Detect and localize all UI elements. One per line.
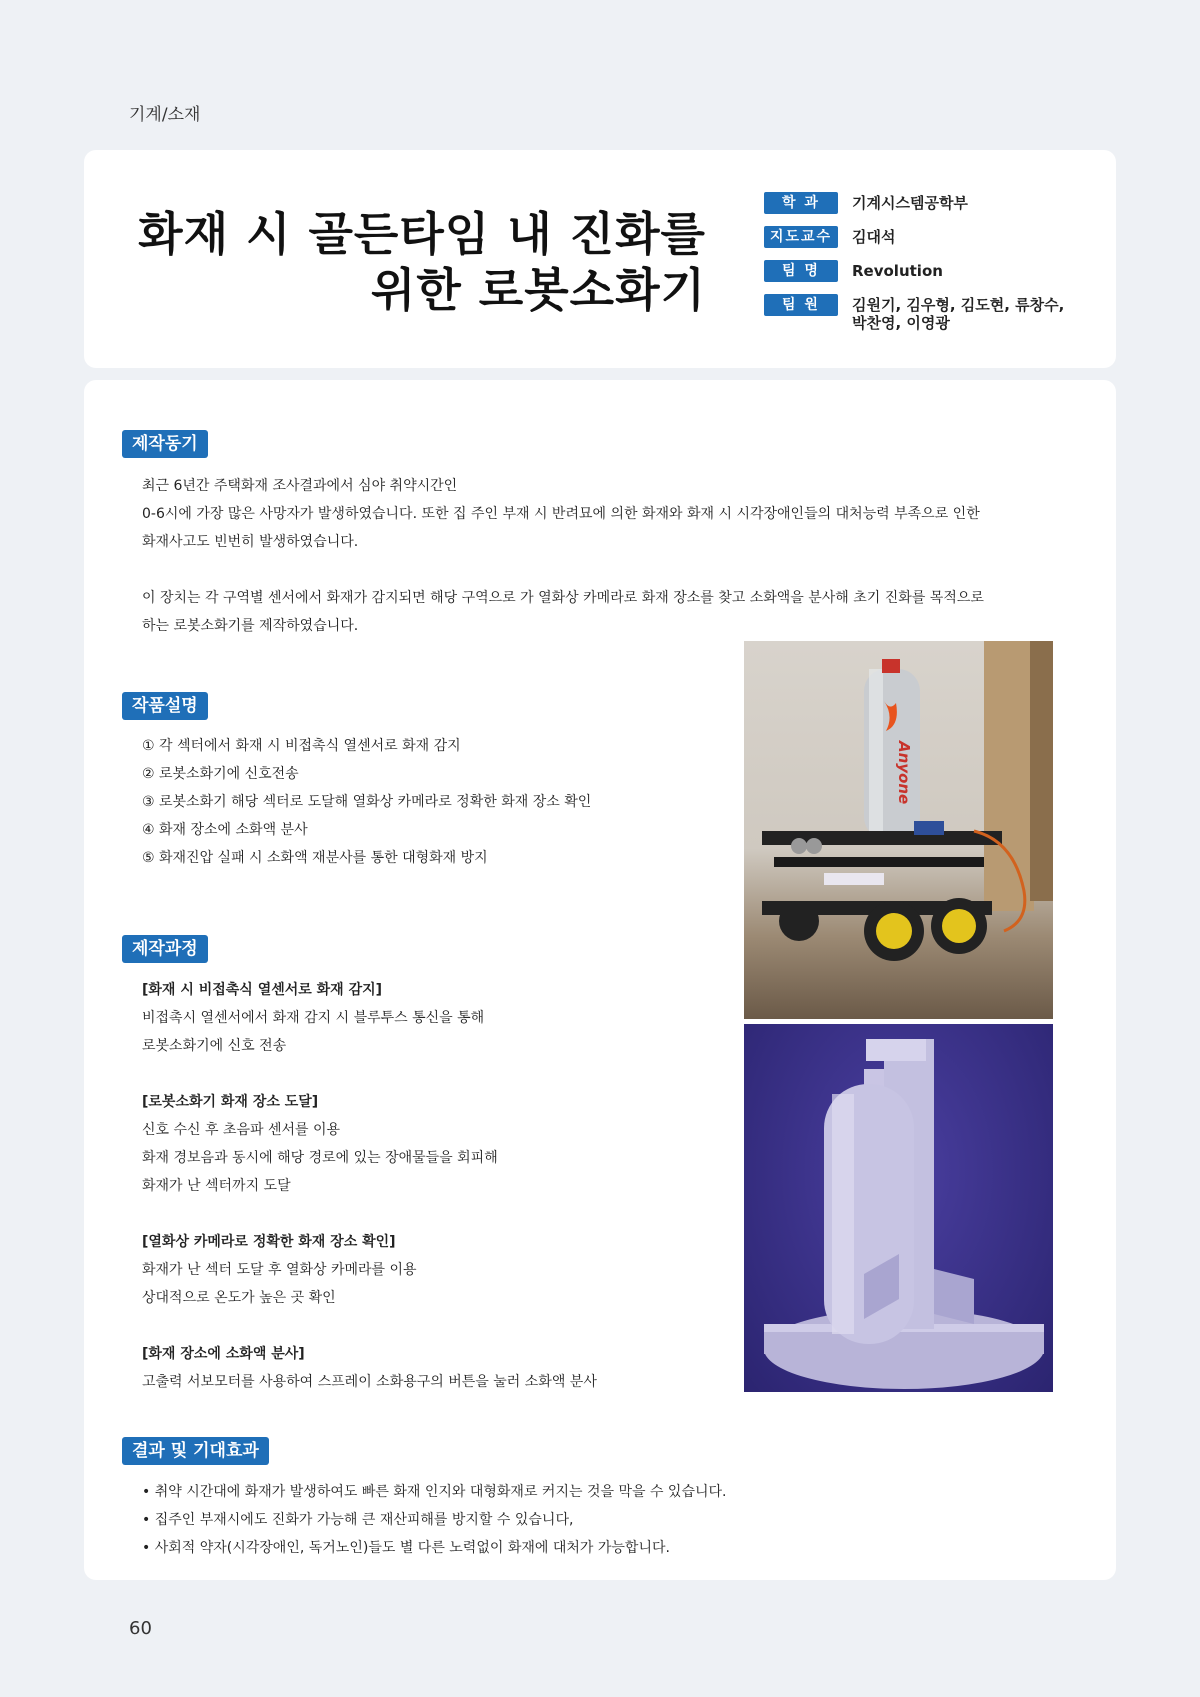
text-line: 신호 수신 후 초음파 센서를 이용 — [142, 1122, 341, 1138]
title-line-1: 화재 시 골든타임 내 진화를 — [138, 207, 706, 261]
section-heading-description: 작품설명 — [122, 692, 208, 720]
text-line: 0-6시에 가장 많은 사망자가 발생하였습니다. 또한 집 주인 부재 시 반려묘에 의한 화재와 화재 시 시각장애인들의 대처능력 부족으로 인한 — [142, 506, 980, 522]
process-text — [142, 976, 722, 1396]
description-text — [142, 732, 722, 872]
list-item: ② 로봇소화기에 신호전송 — [142, 766, 299, 782]
wood-board-edge — [1030, 641, 1053, 901]
controller-board — [824, 873, 884, 885]
info-row-members — [764, 294, 1104, 332]
section-heading-results: 결과 및 기대효과 — [122, 1437, 269, 1465]
page-number: 60 — [129, 1618, 152, 1639]
text-line: 하는 로봇소화기를 제작하였습니다. — [142, 618, 359, 634]
text-line: 상대적으로 온도가 높은 곳 확인 — [142, 1290, 336, 1306]
text-line: 화재 경보음과 동시에 해당 경로에 있는 장애물들을 회피해 — [142, 1150, 498, 1166]
servo-motor — [914, 821, 944, 835]
wood-board — [984, 641, 1034, 911]
spacer — [142, 1060, 722, 1088]
section-heading-motivation: 제작동기 — [122, 430, 208, 458]
text-line: 고출력 서보모터를 사용하여 스프레이 소화용구의 버튼을 눌러 소화액 분사 — [142, 1374, 597, 1390]
text-line: 화재가 난 섹터 도달 후 열화상 카메라를 이용 — [142, 1262, 417, 1278]
list-item: ④ 화재 장소에 소화액 분사 — [142, 822, 308, 838]
process-step-title: [화재 장소에 소화액 분사] — [142, 1346, 305, 1362]
robot-photo — [744, 641, 1053, 1019]
spacer — [142, 1312, 722, 1340]
results-text — [142, 1478, 1072, 1562]
text-line: 비접촉시 열센서에서 화재 감지 시 블루투스 통신을 통해 — [142, 1010, 485, 1026]
text-line: 화재사고도 빈번히 발생하였습니다. — [142, 534, 359, 550]
page-title — [66, 206, 706, 318]
info-value-line: 김대석 — [852, 228, 896, 246]
wheel — [779, 901, 819, 941]
info-value-line: Revolution — [852, 262, 943, 280]
bullet-item: • 집주인 부재시에도 진화가 가능해 큰 재산피해를 방지할 수 있습니다, — [142, 1512, 574, 1528]
text-line: 로봇소화기에 신호 전송 — [142, 1038, 287, 1054]
title-line-2: 위한 로봇소화기 — [370, 263, 706, 317]
text-line: 이 장치는 각 구역별 센서에서 화재가 감지되면 해당 구역으로 가 열화상 카메라로 화재 장소를 찾고 소화액을 분사해 초기 진화를 목적으로 — [142, 590, 984, 606]
content-card — [84, 380, 1116, 1580]
motivation-text — [142, 472, 1072, 640]
wheel-hub — [942, 909, 976, 943]
ultrasonic-sensor — [806, 838, 822, 854]
process-step-title: [화재 시 비접촉식 열센서로 화재 감지] — [142, 982, 383, 998]
ultrasonic-sensor — [791, 838, 807, 854]
info-value-line: 박찬영, 이영광 — [852, 314, 950, 332]
bullet-item: • 사회적 약자(시각장애인, 독거노인)들도 별 다른 노력없이 화재에 대처가 가능합니다. — [142, 1540, 670, 1556]
info-value — [852, 226, 895, 246]
project-info — [764, 192, 1104, 344]
cad-illustration — [744, 1024, 1053, 1392]
can-brand-text: Anyone — [895, 741, 913, 805]
info-row-department — [764, 192, 1104, 214]
list-item: ① 각 섹터에서 화재 시 비접촉식 열센서로 화재 감지 — [142, 738, 461, 754]
process-step-title: [로봇소화기 화재 장소 도달] — [142, 1094, 319, 1110]
middle-plate — [774, 857, 984, 867]
info-value-line: 기계시스템공학부 — [852, 194, 968, 212]
text-line — [142, 556, 1072, 584]
spacer — [142, 1200, 722, 1228]
list-item: ③ 로봇소화기 해당 섹터로 도달해 열화상 카메라로 정확한 화재 장소 확인 — [142, 794, 592, 810]
info-label: 팀 원 — [764, 294, 838, 316]
section-heading-process: 제작과정 — [122, 935, 208, 963]
cad-render — [744, 1024, 1053, 1392]
robot-photo-illustration — [744, 641, 1053, 1019]
category-label: 기계/소재 — [129, 105, 201, 125]
info-value-line: 김원기, 김우형, 김도현, 류창수, — [852, 296, 1065, 314]
wheel-hub — [876, 913, 912, 949]
info-label: 학 과 — [764, 192, 838, 214]
can-nozzle — [882, 659, 900, 673]
info-row-advisor — [764, 226, 1104, 248]
cylinder-highlight — [832, 1094, 854, 1334]
info-label: 지도교수 — [764, 226, 838, 248]
info-row-team-name — [764, 260, 1104, 282]
can-highlight — [869, 669, 883, 839]
info-value — [852, 260, 943, 280]
header-card — [84, 150, 1116, 368]
bullet-item: • 취약 시간대에 화재가 발생하여도 빠른 화재 인지와 대형화재로 커지는 것을 막을 수 있습니다. — [142, 1484, 727, 1500]
process-step-title: [열화상 카메라로 정확한 화재 장소 확인] — [142, 1234, 396, 1250]
info-value — [852, 294, 1064, 332]
list-item: ⑤ 화재진압 실패 시 소화액 재분사를 통한 대형화재 방지 — [142, 850, 488, 866]
text-line: 화재가 난 섹터까지 도달 — [142, 1178, 291, 1194]
text-line: 최근 6년간 주택화재 조사결과에서 심야 취약시간인 — [142, 478, 458, 494]
support-arm — [866, 1039, 926, 1061]
info-value — [852, 192, 968, 212]
info-label: 팀 명 — [764, 260, 838, 282]
